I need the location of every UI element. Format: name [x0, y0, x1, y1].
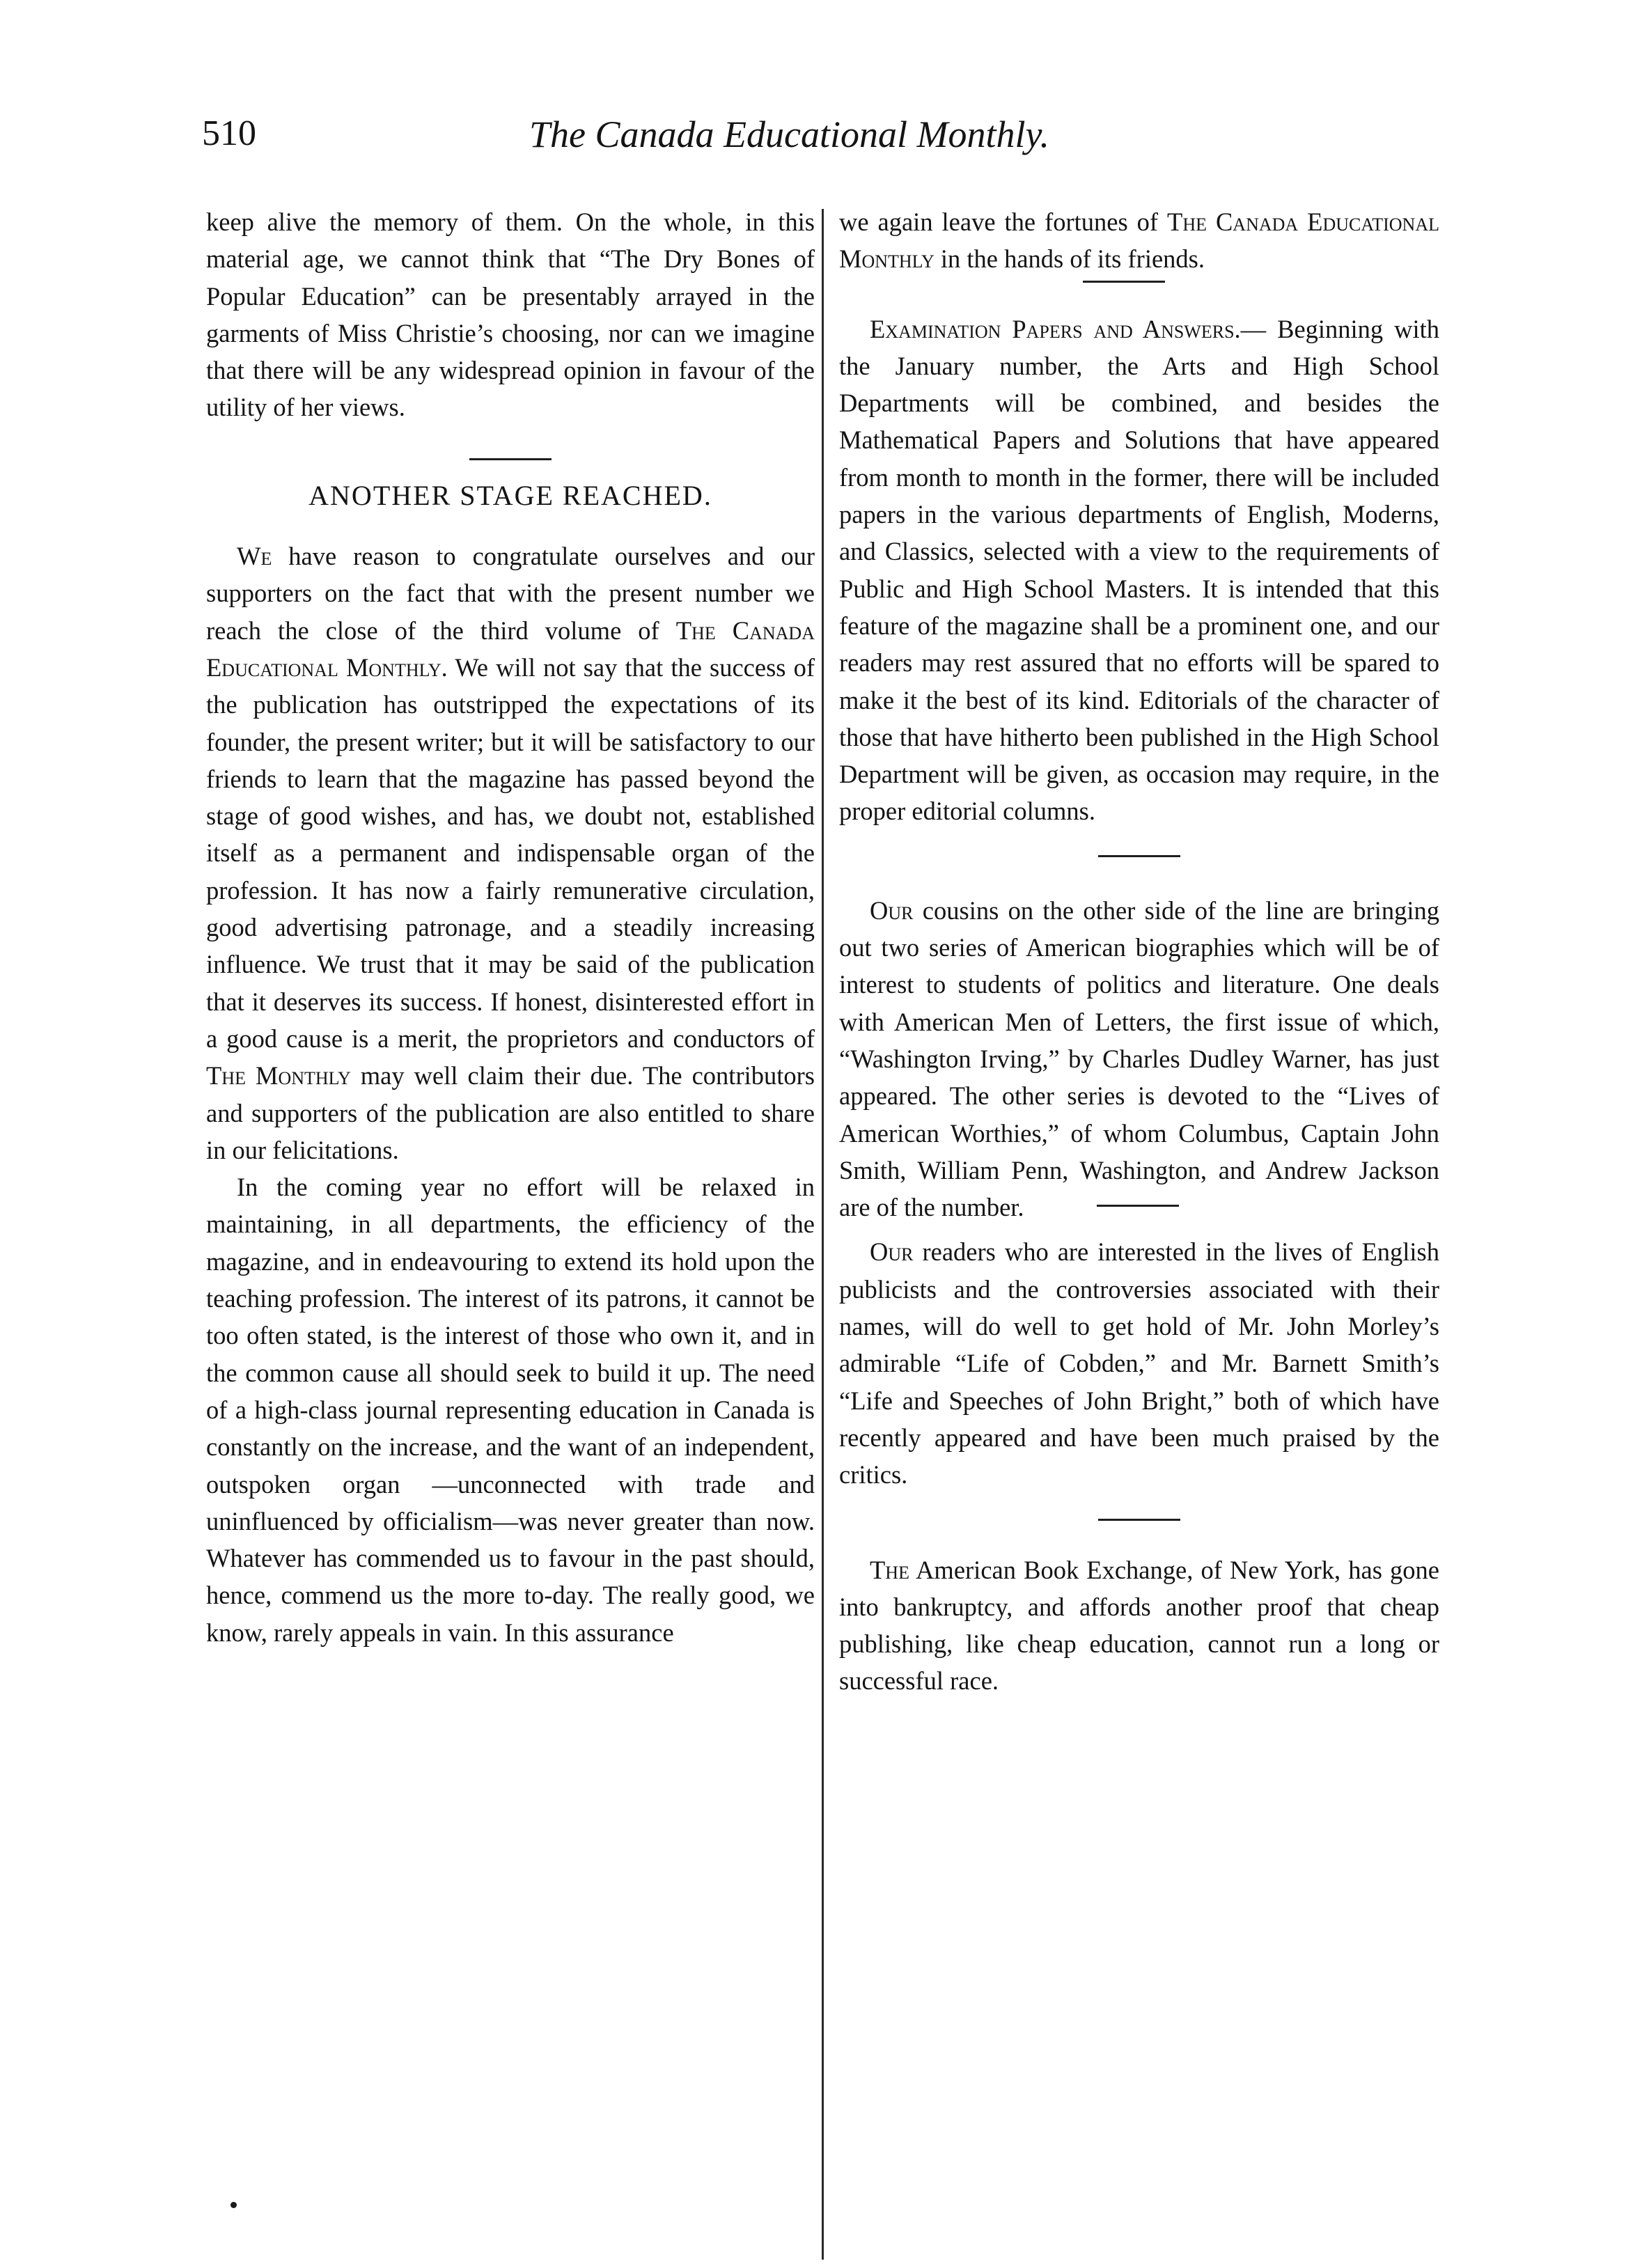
paragraph-examination-papers — [839, 311, 1439, 830]
magazine-name: The Monthly — [206, 1061, 351, 1090]
lead-word: Our — [870, 896, 914, 925]
left-column — [206, 203, 815, 1651]
lead-word: Our — [870, 1237, 914, 1267]
stray-mark — [230, 2202, 237, 2208]
paragraph-continuation — [839, 203, 1439, 278]
paragraph-text: American Book Exchange, of New York, has gone into bankruptcy, and affords another proof that cheap publishing, like cheap education, cannot run a long or successful race. — [839, 1555, 1439, 1696]
section-title: ANOTHER STAGE REACHED. — [308, 479, 712, 511]
running-header — [202, 113, 1149, 175]
section-divider — [1097, 1205, 1179, 1207]
paragraph-heading: Examination Papers and Answers. — [870, 314, 1241, 343]
paragraph-text: cousins on the other side of the line are bringing out two series of American biographies which will be of interest to students of politics and literature. One deals with American Men of Letters, the first issue of which, “Washington Irving,” by Charles Dudley Warner, has just appeared. The other series is devoted to the “Lives of American Worthies,” of whom Columbus, Captain John Smith, William Penn, Washington, and Andrew Jackson are of the number. — [839, 896, 1439, 1222]
lead-word: The — [870, 1555, 909, 1584]
paragraph-text: in the hands of its friends. — [934, 244, 1205, 274]
paragraph-english-publicists — [839, 1233, 1439, 1493]
column-divider — [822, 209, 824, 2260]
section-divider — [1083, 281, 1165, 283]
paragraph-christie: keep alive the memory of them. On the whole, in this material age, we cannot think that “The Dry Bones of Popular Education” can be presentably arrayed in the garments of Miss Christie’s choosing, nor can we imagine that there will be any widespread opinion in favour of the utility of her views. — [206, 208, 815, 422]
paragraph-coming-year: In the coming year no effort will be relaxed in maintaining, in all departments, the efficiency of the magazine, and in endeavouring to extend its hold upon the teaching profession. The interest of its patrons, it cannot be too often stated, is the interest of those who own it, and in the common cause all should seek to build it up. The need of a high-class journal representing education in Canada is constantly on the increase, and the want of an independent, outspoken organ —unconnected with trade and uninfluenced by officialism—was never greater than now. Whatever has commended us to favour in the past should, hence, commend us the more to-day. The really good, we know, rarely appeals in vain. In this assurance — [206, 1173, 815, 1647]
paragraph-text: — Beginning with the January number, the Arts and High School Departments will be combined, and besides the Mathematical Papers and Solutions that have appeared from month to month in the former, there will be included papers in the various departments of English, Moderns, and Classics, selected with a view to the requirements of Public and High School Masters. It is intended that this feature of the magazine shall be a prominent one, and our readers may rest assured that no efforts will be spared to make it the best of its kind. Editorials of the character of those that have hitherto been published in the High School Department will be given, as occasion may require, in the proper editorial columns. — [839, 314, 1440, 826]
page-number: 510 — [202, 114, 256, 153]
journal-title: The Canada Educational Monthly. — [529, 114, 1049, 155]
magazine-name: The Canada Educational Monthly — [206, 616, 815, 682]
section-divider — [469, 458, 552, 460]
paragraph-text: may well claim their due. The contributors and supporters of the publication are also entitled to share in our felicitations. — [206, 1061, 815, 1164]
paragraph-book-exchange — [839, 1551, 1439, 1700]
paragraph-text: readers who are interested in the lives of English publicists and the controversies associated with their names, will do well to get hold of Mr. John Morley’s admirable “Life of Cobden,” and Mr. Barnett Smith’s “Life and Speeches of John Bright,” both of which have recently appeared and have been much praised by the critics. — [839, 1237, 1439, 1489]
paragraph-another-stage — [206, 538, 815, 1168]
right-column — [839, 203, 1439, 1700]
section-divider — [1098, 855, 1180, 857]
paragraph-text: . We will not say that the success of the publication has outstripped the expectations of its founder, the present writer; but it will be satisfactory to our friends to learn that the magazine has passed beyond the stage of good wishes, and has, we doubt not, established itself as a permanent and indispensable organ of the profession. It has now a fairly remunerative circulation, good advertising patronage, and a steadily increasing influence. We trust that it may be said of the publication that it deserves its success. If honest, disinterested effort in a good cause is a merit, the proprietors and conductors of — [206, 652, 815, 1053]
section-divider — [1098, 1519, 1180, 1521]
lead-word: We — [237, 542, 272, 571]
paragraph-text: have reason to congratulate ourselves and our supporters on the fact that with the present number we reach the close of the third volume of — [206, 542, 815, 645]
paragraph-text: we again leave the fortunes of — [839, 208, 1168, 236]
paragraph-american-biographies — [839, 892, 1439, 1226]
magazine-name: The Canada Educational Monthly — [839, 208, 1439, 274]
